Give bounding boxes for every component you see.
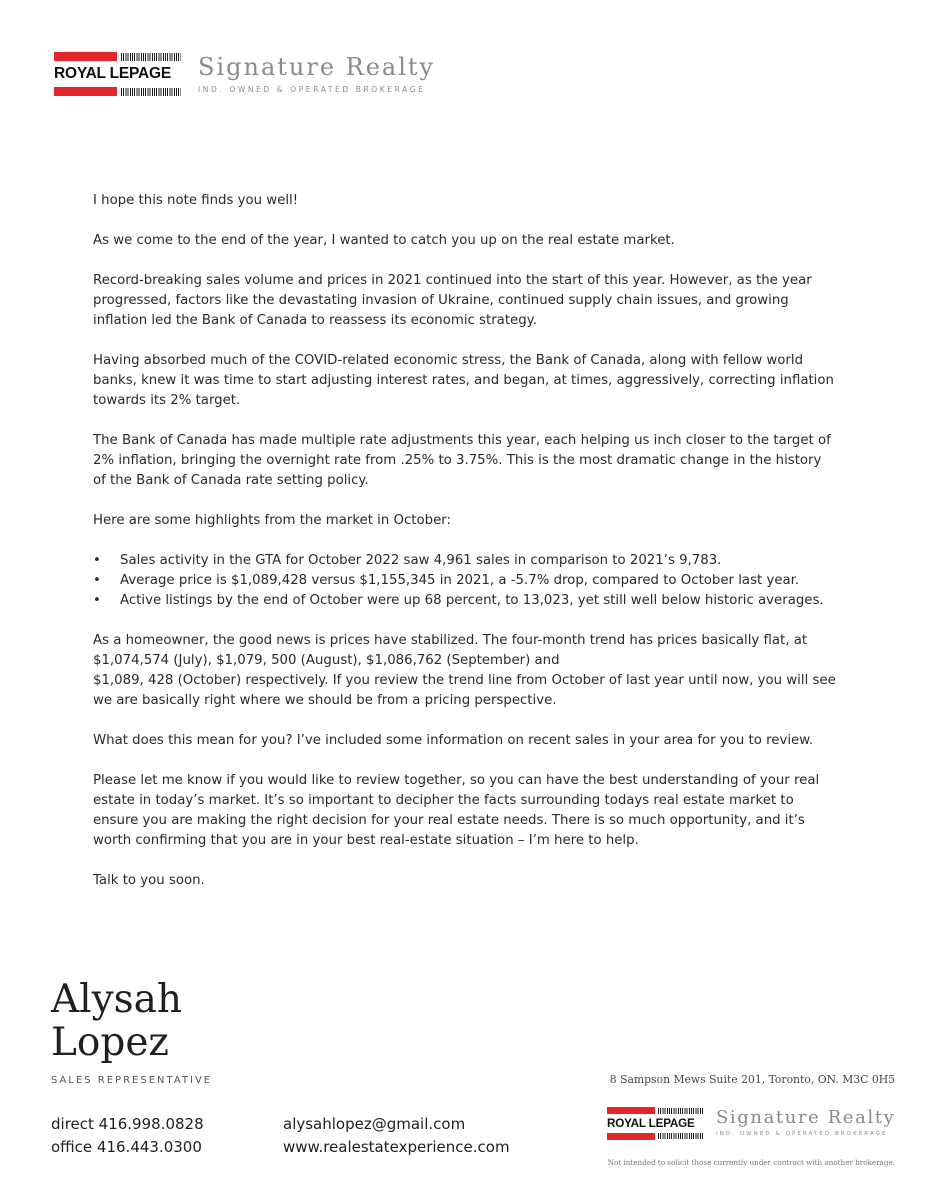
brokerage-address: 8 Sampson Mews Suite 201, Toronto, ON. M3C 0H5: [609, 1073, 895, 1086]
signature-realty-logo: [716, 1109, 895, 1138]
logo-red-stripe: [607, 1107, 655, 1114]
bullet-icon: •: [93, 553, 101, 568]
website-url: www.realestatexperience.com: [283, 1138, 510, 1156]
letter-body: [93, 191, 838, 911]
direct-phone: direct 416.998.0828: [51, 1115, 204, 1133]
logo-barcode-stripe: [121, 53, 181, 61]
agent-last-name: Lopez: [51, 1020, 169, 1065]
paragraph-market-2021: Record-breaking sales volume and prices in 2021 continued into the start of this year. However, as the year progressed, factors like the devastating invasion of Ukraine, continued supply chain issues, and growing inflation led the Bank of Canada to reassess its economic strategy.: [93, 273, 812, 328]
paragraph-call-to-action: Please let me know if you would like to review together, so you can have the best understanding of your real estate in today’s market. It’s so important to decipher the facts surrounding todays real estate market to ensure you are making the right decision for your real estate needs. There is so much opportunity, and it’s worth confirming that you are in your best real-estate situation – I’m here to help.: [93, 773, 820, 848]
agent-name: [51, 978, 182, 1064]
brand-tagline: IND. OWNED & OPERATED BROKERAGE: [716, 1131, 888, 1138]
paragraph-what-it-means: What does this mean for you? I’ve included some information on recent sales in your area for you to review.: [93, 733, 814, 748]
disclaimer: Not intended to solicit those currently under contract with another brokerage.: [607, 1158, 895, 1167]
logo-top-bar: [607, 1107, 703, 1114]
paragraph-highlights-intro: Here are some highlights from the market in October:: [93, 513, 451, 528]
logo-red-stripe: [607, 1133, 655, 1140]
agent-title: SALES REPRESENTATIVE: [51, 1075, 213, 1086]
highlights-list: [93, 551, 838, 611]
paragraph-rate-adjustments: The Bank of Canada has made multiple rate adjustments this year, each helping us inch closer to the target of 2% inflation, bringing the overnight rate from .25% to 3.75%. This is the most dramatic change in the history of the Bank of Canada rate setting policy.: [93, 433, 831, 488]
signature-realty-logo: [198, 52, 436, 94]
logo-red-stripe: [54, 87, 117, 96]
list-item: [93, 571, 838, 591]
brand-name: Signature Realty: [716, 1107, 896, 1129]
logo-barcode-stripe: [658, 1108, 703, 1114]
highlight-text: Average price is $1,089,428 versus $1,155,345 in 2021, a -5.7% drop, compared to October last year.: [120, 573, 800, 588]
logo-bottom-bar: [607, 1133, 703, 1140]
royal-lepage-wordmark: ROYAL LEPAGE: [54, 65, 172, 83]
greeting: I hope this note finds you well!: [93, 193, 299, 208]
bullet-icon: •: [93, 573, 101, 588]
list-item: [93, 591, 838, 611]
logo-barcode-stripe: [121, 88, 181, 96]
price-trend-line-1: As a homeowner, the good news is prices have stabilized. The four-month trend has prices basically flat, at $1,074,574 (July), $1,079, 500 (August), $1,086,762 (September) and: [93, 633, 808, 668]
brand-tagline: IND. OWNED & OPERATED BROKERAGE: [198, 84, 426, 94]
royal-lepage-logo: [607, 1107, 703, 1140]
highlight-text: Sales activity in the GTA for October 2022 saw 4,961 sales in comparison to 2021’s 9,783.: [120, 553, 722, 568]
royal-lepage-logo: [54, 52, 181, 96]
logo-red-stripe: [54, 52, 117, 61]
office-phone: office 416.443.0300: [51, 1138, 202, 1156]
closing: Talk to you soon.: [93, 873, 205, 888]
brand-name: Signature Realty: [198, 52, 436, 81]
paragraph-price-trend: [93, 631, 838, 711]
paragraph-intro: As we come to the end of the year, I wanted to catch you up on the real estate market.: [93, 233, 675, 248]
paragraph-interest-rates: Having absorbed much of the COVID-related economic stress, the Bank of Canada, along with fellow world banks, knew it was time to start adjusting interest rates, and began, at times, aggressively, correcting inflation towards its 2% target.: [93, 353, 834, 408]
logo-bottom-bar: [54, 87, 181, 96]
logo-top-bar: [54, 52, 181, 61]
phone-contacts: [51, 1113, 204, 1159]
list-item: [93, 551, 838, 571]
bullet-icon: •: [93, 593, 101, 608]
royal-lepage-wordmark: ROYAL LEPAGE: [607, 1116, 695, 1130]
online-contacts: [283, 1113, 510, 1159]
brokerage-logo: [54, 52, 435, 96]
highlight-text: Active listings by the end of October were up 68 percent, to 13,023, yet still well below historic averages.: [120, 593, 824, 608]
email-address: alysahlopez@gmail.com: [283, 1115, 466, 1133]
logo-barcode-stripe: [658, 1133, 703, 1139]
footer-brokerage-logo: [607, 1107, 895, 1140]
price-trend-line-2: $1,089, 428 (October) respectively. If you review the trend line from October of last year until now, you will see we are basically right where we should be from a pricing perspective.: [93, 673, 836, 708]
agent-first-name: Alysah: [51, 977, 183, 1022]
